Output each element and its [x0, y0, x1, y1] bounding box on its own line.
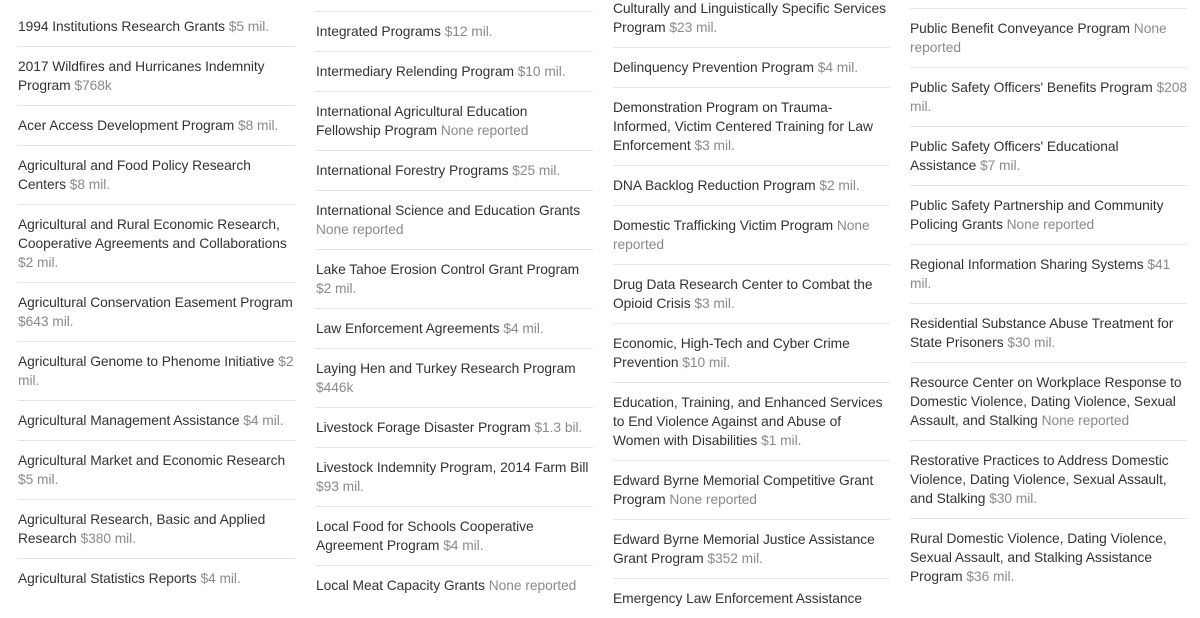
- program-amount: $12 mil.: [444, 24, 493, 39]
- program-name: Demonstration Program on Trauma-Informed, Victim Centered Training for Law Enforcement: [613, 100, 873, 153]
- program-amount: $8 mil.: [69, 177, 111, 192]
- program-entry: [910, 244, 1187, 303]
- program-amount: $30 mil.: [989, 491, 1038, 506]
- program-amount: $41 mil.: [910, 257, 1171, 291]
- program-entry: [613, 165, 890, 205]
- program-name: Resource Center on Workplace Response to Domestic Violence, Dating Violence, Sexual Assault, and Stalking: [910, 375, 1182, 428]
- program-amount: $3 mil.: [694, 296, 735, 311]
- program-amount: $5 mil.: [228, 19, 270, 34]
- program-amount: $1 mil.: [761, 433, 802, 448]
- program-name: Drug Data Research Center to Combat the Opioid Crisis: [613, 277, 873, 311]
- program-entry: [316, 506, 593, 565]
- program-entry: [613, 205, 890, 264]
- program-amount: $2 mil.: [18, 255, 59, 270]
- program-name: Agricultural Market and Economic Research: [18, 453, 286, 468]
- program-entry: [316, 407, 593, 447]
- program-name: International Forestry Programs: [316, 163, 509, 178]
- program-amount: None reported: [613, 218, 870, 252]
- program-entry: [613, 460, 890, 519]
- program-amount: $2 mil.: [18, 354, 294, 388]
- program-name: Public Safety Partnership and Community Policing Grants: [910, 198, 1164, 232]
- program-name: Culturally and Linguistically Specific Services Program: [613, 1, 886, 35]
- program-name: Residential Substance Abuse Treatment for State Prisoners: [910, 316, 1174, 350]
- program-entry: [316, 150, 593, 190]
- program-amount: $25 mil.: [512, 163, 561, 178]
- program-entry-cutoff: [316, 0, 593, 11]
- program-amount: $8 mil.: [238, 118, 279, 133]
- program-entry: [18, 400, 295, 440]
- program-column-4: [910, 0, 1187, 596]
- program-entry: [910, 8, 1187, 67]
- program-entry: [18, 499, 295, 558]
- program-entry: [613, 382, 890, 460]
- program-amount: $352 mil.: [707, 551, 763, 566]
- program-entry: [910, 126, 1187, 185]
- program-entry: [613, 519, 890, 578]
- program-name: Regional Information Sharing Systems: [910, 257, 1144, 272]
- program-amount: None reported: [1006, 217, 1095, 232]
- program-name: Agricultural Research, Basic and Applied Research: [18, 512, 266, 546]
- program-entry: [316, 348, 593, 407]
- program-name: Public Benefit Conveyance Program: [910, 21, 1130, 36]
- program-amount: $23 mil.: [669, 20, 718, 35]
- program-name: 2017 Wildfires and Hurricanes Indemnity Program: [18, 59, 265, 93]
- program-name: Delinquency Prevention Program: [613, 60, 814, 75]
- program-column-1: [18, 7, 295, 598]
- program-entry: [316, 308, 593, 348]
- program-name: International Agricultural Education Fellowship Program: [316, 104, 528, 138]
- program-entry: [316, 91, 593, 150]
- program-amount: None reported: [440, 123, 529, 138]
- program-name: Agricultural and Food Policy Research Centers: [18, 158, 251, 192]
- program-name: Public Safety Officers' Educational Assistance: [910, 139, 1119, 173]
- program-name: Agricultural Conservation Easement Program: [18, 295, 293, 310]
- program-amount: $3 mil.: [694, 138, 735, 153]
- program-amount: $208 mil.: [910, 80, 1187, 114]
- program-name: Restorative Practices to Address Domestic Violence, Dating Violence, Sexual Assault, and Stalking: [910, 453, 1169, 506]
- program-entry: [18, 105, 295, 145]
- program-entry: [18, 558, 295, 598]
- program-column-3: [613, 0, 890, 618]
- program-name: Public Safety Officers' Benefits Program: [910, 80, 1153, 95]
- program-amount: $1.3 bil.: [534, 420, 583, 435]
- program-name: DNA Backlog Reduction Program: [613, 178, 816, 193]
- program-amount: $5 mil.: [18, 472, 59, 487]
- program-amount: $93 mil.: [316, 479, 364, 494]
- program-entry: [18, 341, 295, 400]
- program-amount: None reported: [669, 492, 757, 507]
- program-amount: $643 mil.: [18, 314, 74, 329]
- program-name: International Science and Education Grants: [316, 203, 581, 218]
- program-entry: [613, 264, 890, 323]
- program-entry: [316, 51, 593, 91]
- program-name: Local Meat Capacity Grants: [316, 578, 485, 593]
- program-amount: $2 mil.: [316, 281, 357, 296]
- program-name: Laying Hen and Turkey Research Program: [316, 361, 576, 376]
- program-name: 1994 Institutions Research Grants: [18, 19, 225, 34]
- program-amount: $380 mil.: [80, 531, 136, 546]
- program-entry: [316, 249, 593, 308]
- program-name: Emergency Law Enforcement Assistance: [613, 591, 862, 606]
- program-amount: $10 mil.: [517, 64, 566, 79]
- program-entry-cutoff: [910, 0, 1187, 8]
- program-amount: None reported: [910, 21, 1167, 55]
- program-entry: [910, 67, 1187, 126]
- program-name: Law Enforcement Agreements: [316, 321, 500, 336]
- program-amount: None reported: [316, 222, 404, 237]
- program-name: Edward Byrne Memorial Competitive Grant Program: [613, 473, 874, 507]
- program-amount: $7 mil.: [980, 158, 1021, 173]
- program-name: Integrated Programs: [316, 24, 441, 39]
- program-name: Livestock Forage Disaster Program: [316, 420, 531, 435]
- program-name: Agricultural Management Assistance: [18, 413, 240, 428]
- program-entry: [910, 440, 1187, 518]
- program-amount: $4 mil.: [817, 60, 859, 75]
- program-amount: $4 mil.: [443, 538, 484, 553]
- program-entry: [613, 87, 890, 165]
- program-name: Livestock Indemnity Program, 2014 Farm Bill: [316, 460, 589, 475]
- program-name: Agricultural and Rural Economic Research, Cooperative Agreements and Collaborations: [18, 217, 287, 251]
- program-entry: [18, 145, 295, 204]
- program-amount: $446k: [316, 380, 354, 395]
- program-name: Acer Access Development Program: [18, 118, 235, 133]
- program-entry: [613, 323, 890, 382]
- program-entry: [18, 282, 295, 341]
- program-entry: [316, 565, 593, 605]
- program-name: Education, Training, and Enhanced Services to End Violence Against and Abuse of Women with Disabilities: [613, 395, 883, 448]
- program-amount: $36 mil.: [966, 569, 1015, 584]
- program-name: Edward Byrne Memorial Justice Assistance Grant Program: [613, 532, 875, 566]
- program-entry: [316, 190, 593, 249]
- program-name: Agricultural Statistics Reports: [18, 571, 197, 586]
- program-entry: [18, 440, 295, 499]
- program-amount: $30 mil.: [1007, 335, 1056, 350]
- program-column-2: [316, 0, 593, 605]
- program-name: Economic, High-Tech and Cyber Crime Prevention: [613, 336, 850, 370]
- program-name: Agricultural Genome to Phenome Initiative: [18, 354, 275, 369]
- program-entry: [18, 7, 295, 46]
- program-entry: [910, 362, 1187, 440]
- program-amount: $4 mil.: [243, 413, 284, 428]
- program-amount: $768k: [74, 78, 112, 93]
- program-entry: [613, 578, 890, 618]
- program-entry: [910, 185, 1187, 244]
- program-entry: [18, 46, 295, 105]
- program-entry: [316, 447, 593, 506]
- program-entry: [18, 204, 295, 282]
- program-amount: None reported: [488, 578, 577, 593]
- program-entry: [613, 47, 890, 87]
- program-entry: [910, 303, 1187, 362]
- program-entry: [910, 518, 1187, 596]
- program-name: Lake Tahoe Erosion Control Grant Program: [316, 262, 580, 277]
- program-name: Intermediary Relending Program: [316, 64, 514, 79]
- program-amount: $10 mil.: [682, 355, 731, 370]
- program-amount: $4 mil.: [200, 571, 241, 586]
- program-amount: $4 mil.: [503, 321, 544, 336]
- program-name: Rural Domestic Violence, Dating Violence, Sexual Assault, and Stalking Assistance Program: [910, 531, 1167, 584]
- program-name: Domestic Trafficking Victim Program: [613, 218, 834, 233]
- program-entry: [316, 11, 593, 51]
- program-amount: $2 mil.: [819, 178, 860, 193]
- program-name: Local Food for Schools Cooperative Agreement Program: [316, 519, 534, 553]
- program-entry: [613, 0, 890, 47]
- program-amount: None reported: [1041, 413, 1130, 428]
